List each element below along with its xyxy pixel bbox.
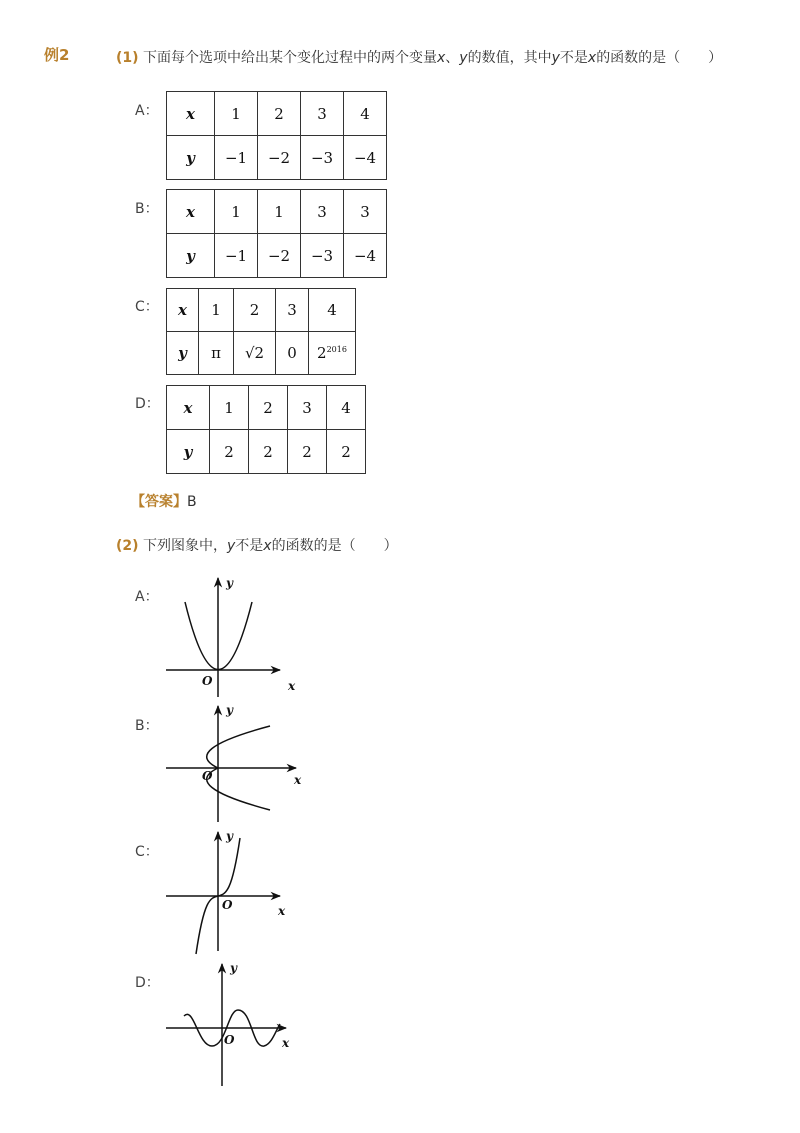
table-cell: 0 (276, 332, 309, 375)
table-cell: 1 (199, 289, 234, 332)
q1-text-c: 不是 (559, 50, 588, 66)
x-axis-label: x (288, 679, 296, 693)
question-2-text (116, 535, 398, 555)
power-exponent: 2016 (326, 345, 347, 354)
q2-option-a-label: A： (135, 589, 159, 605)
y-axis-label: y (226, 576, 233, 590)
q1-option-b-label: B： (135, 201, 159, 217)
table-cell: 3 (276, 289, 309, 332)
table-cell: −1 (215, 136, 258, 180)
table-cell: −3 (301, 234, 344, 278)
q2-text-b: 不是 (235, 538, 264, 554)
origin-label: O (222, 898, 233, 912)
power-base: 2 (317, 344, 327, 362)
question-2-number: (2) (116, 538, 139, 554)
answer-tag: 【答案】 (131, 494, 187, 510)
table-cell: y (167, 430, 210, 474)
q1-var-x2: x (587, 50, 597, 66)
y-axis-label: y (230, 961, 237, 975)
q2-graph-c (160, 826, 310, 956)
q1-var-x: x (437, 50, 446, 66)
table-cell: −3 (301, 136, 344, 180)
table-cell: −2 (258, 234, 301, 278)
origin-label: O (224, 1033, 235, 1047)
table-cell: 1 (215, 190, 258, 234)
example-label: 例2 (44, 46, 70, 64)
q1-option-a-label: A： (135, 103, 159, 119)
q1-var-y2: y (551, 50, 560, 66)
q2-var-y: y (227, 538, 236, 554)
q1-var-y: y (459, 50, 468, 66)
q2-text-a: 下列图象中， (143, 538, 227, 554)
q1-answer (131, 491, 197, 511)
q1-text-b: 的数值，其中 (467, 50, 552, 66)
table-cell: y (167, 332, 199, 375)
q2-option-b-label: B： (135, 718, 159, 734)
table-cell: 3 (344, 190, 387, 234)
y-axis-label: y (226, 703, 233, 717)
table-cell: π (199, 332, 234, 375)
table-cell: x (167, 92, 215, 136)
table-cell: 2 (234, 289, 276, 332)
origin-label: O (202, 674, 213, 688)
table-cell: 2 (210, 430, 249, 474)
q2-graph-a (160, 572, 310, 702)
table-cell: x (167, 386, 210, 430)
table-cell: −4 (344, 234, 387, 278)
q1-option-a-table (166, 91, 387, 180)
table-cell: 1 (258, 190, 301, 234)
q1-sep: 、 (445, 50, 460, 66)
table-cell: 2 (249, 430, 288, 474)
table-cell: 3 (301, 92, 344, 136)
answer-value: B (187, 494, 197, 510)
table-cell: −2 (258, 136, 301, 180)
table-cell: 2 (327, 430, 366, 474)
q2-option-c-label: C： (135, 844, 159, 860)
table-cell: x (167, 190, 215, 234)
table-cell: 4 (309, 289, 356, 332)
table-cell (309, 332, 356, 375)
q1-text-d: 的函数的是（ ） (596, 50, 723, 66)
table-cell: y (167, 136, 215, 180)
table-cell: −4 (344, 136, 387, 180)
table-cell: √2 (234, 332, 276, 375)
x-axis-label: x (278, 904, 286, 918)
table-cell: 3 (288, 386, 327, 430)
q1-option-c-label: C： (135, 299, 159, 315)
table-cell: 2 (249, 386, 288, 430)
table-cell: 2 (258, 92, 301, 136)
q1-option-b-table (166, 189, 387, 278)
table-cell: 3 (301, 190, 344, 234)
q1-option-d-table (166, 385, 366, 474)
x-axis-label: x (282, 1036, 290, 1050)
table-cell: y (167, 234, 215, 278)
q1-option-d-label: D： (135, 396, 160, 412)
table-cell: 2 (288, 430, 327, 474)
origin-label: O (202, 769, 213, 783)
table-cell: 1 (210, 386, 249, 430)
q2-graph-b (160, 700, 310, 825)
table-cell: −1 (215, 234, 258, 278)
question-1-number: (1) (116, 50, 139, 66)
q2-graph-d (160, 958, 310, 1088)
table-cell: 4 (327, 386, 366, 430)
q1-text-a: 下面每个选项中给出某个变化过程中的两个变量 (143, 50, 437, 66)
table-cell: x (167, 289, 199, 332)
table-cell: 4 (344, 92, 387, 136)
q2-text-c: 的函数的是（ ） (271, 538, 398, 554)
q2-var-x: x (263, 538, 272, 554)
q1-option-c-table (166, 288, 356, 375)
question-1-text (116, 47, 722, 67)
x-axis-label: x (294, 773, 302, 787)
q2-option-d-label: D： (135, 975, 160, 991)
table-cell: 1 (215, 92, 258, 136)
y-axis-label: y (226, 829, 233, 843)
